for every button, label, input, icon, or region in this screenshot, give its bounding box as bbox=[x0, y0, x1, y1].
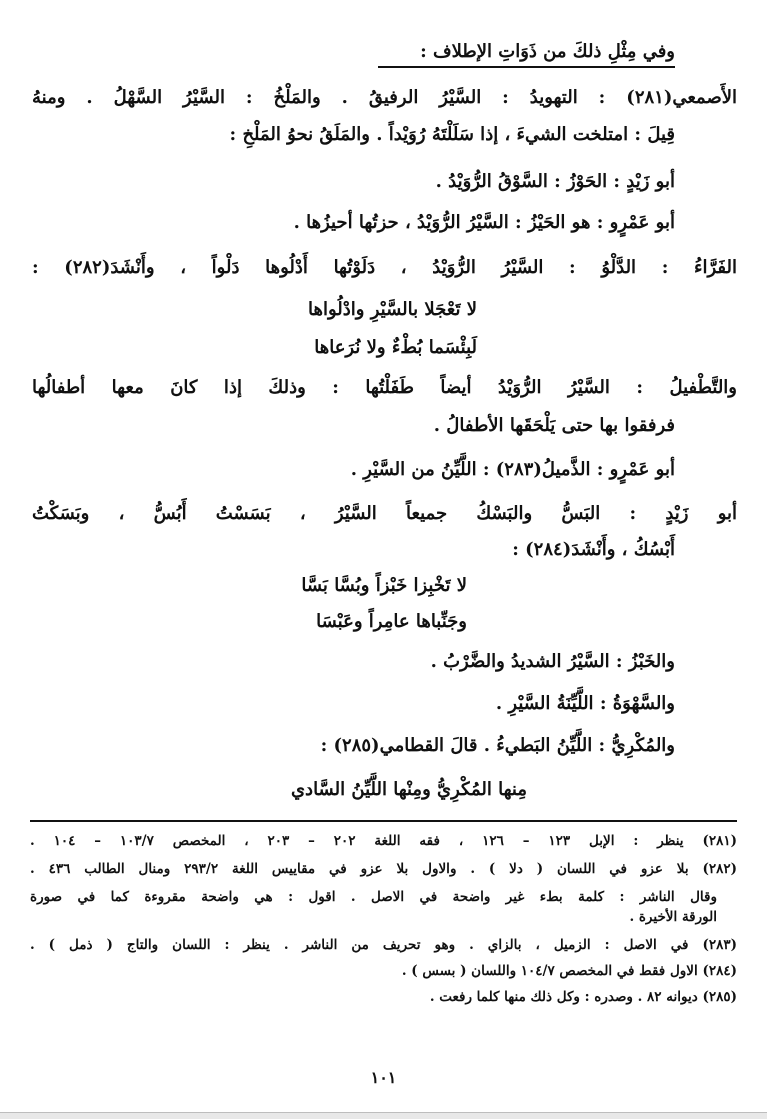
body-line: والسَّهْوَةُ : اللَّيِّنَةُ السَّيْرِ . bbox=[495, 693, 675, 714]
body-line: أبو عَمْرٍو : هو الحَيْزُ : السَّيْرُ الرُّوَيْدُ ، حزتُها أحيزُها . bbox=[293, 212, 675, 233]
body-line: قِيلَ : امتلخت الشيءَ ، إذا سَلَلْتَهُ رُوَيْداً . والمَلَقُ نحوُ المَلْخِ : bbox=[229, 124, 675, 145]
body-line: الفَرَّاءُ : الدَّلْوُ : السَّيْرُ الرُّوَيْدُ ، دَلَوْتُها أَدْلُوها دَلْواً ، وأَنْشَدَ(٢٨٢) : bbox=[32, 257, 737, 278]
title-underline bbox=[378, 66, 675, 68]
footnote: (٢٨٥) ديوانه ٨٢ . وصدره : وكل ذلك منها كلما رفعت . bbox=[429, 989, 737, 1005]
section-title: وفي مِثْلِ ذلكَ من ذَوَاتِ الإطلاف : bbox=[420, 41, 675, 62]
body-line: أبو زَيْدٍ : الحَوْزُ : السَّوْقُ الرُّوَيْدُ . bbox=[435, 171, 675, 192]
body-line: والتَّطْفيلُ : السَّيْرُ الرُّوَيْدُ أيضاً طَفَلْتُها : وذلكَ إذا كانَ معها أطفالُها bbox=[32, 377, 737, 398]
scan-bottom-edge bbox=[0, 1112, 767, 1119]
body-line: أبو زَيْدٍ : البَسُّ والبَسْكُ جميعاً السَّيْرُ ، بَسَسْتُ أَبُسُّ ، وبَسَكْتُ bbox=[32, 503, 737, 524]
verse-line: مِنها المُكْرِيُّ ومِنْها اللَّيِّنُ السَّادي bbox=[290, 779, 527, 800]
body-line: والمُكْرِيُّ : اللَّيِّنُ البَطيءُ . قالَ القطامي(٢٨٥) : bbox=[320, 735, 675, 756]
footnote: (٢٨٣) في الاصل : الزميل ، بالزاي . وهو تحريف من الناشر . ينظر : اللسان والتاج ( ذمل ) . bbox=[30, 937, 737, 953]
footnote-separator bbox=[30, 820, 737, 822]
page-number: ١٠١ bbox=[370, 1068, 397, 1087]
body-line: الأَصمعي(٢٨١) : التهويدُ : السَّيْرُ الرفيقُ . والمَلْخُ : السَّيْرُ السَّهْلُ . ومنهُ bbox=[32, 87, 737, 108]
body-line: والخَبْزُ : السَّيْرُ الشديدُ والضَّرْبُ . bbox=[430, 651, 675, 672]
body-line: أبو عَمْرٍو : الذَّميلُ(٢٨٣) : اللَّيِّنُ من السَّيْرِ . bbox=[350, 459, 675, 480]
verse-line: لا تَخْبِزا خَبْزاً وبُسَّا بَسَّا bbox=[301, 575, 467, 596]
verse-line: لا تَعْجَلا بالسَّيْرِ وادْلُواها bbox=[308, 299, 477, 320]
footnote: (٢٨٤) الاول فقط في المخصص ١٠٤/٧ واللسان ( بسس ) . bbox=[401, 963, 737, 979]
footnote: وقال الناشر : كلمة بطء غير واضحة في الاصل . اقول : هي واضحة مقروءة كما في صورة bbox=[30, 889, 717, 905]
verse-line: وجَنِّباها عامِراً وعَبْسَا bbox=[316, 611, 467, 632]
footnote: (٢٨٢) بلا عزو في اللسان ( دلا ) . والاول بلا عزو في مقاييس اللغة ٢٩٣/٢ ومنال الطالب ٤٣٦ . bbox=[30, 861, 737, 877]
body-line: أَبْسُكُ ، وأَنْشَدَ(٢٨٤) : bbox=[512, 539, 675, 560]
footnote: الورقة الأخيرة . bbox=[629, 909, 717, 925]
verse-line: لَبِئْسَما بُطْءٌ ولا نُرَعاها bbox=[314, 337, 477, 358]
footnote: (٢٨١) ينظر : الإبل ١٢٣ – ١٢٦ ، فقه اللغة ٢٠٢ – ٢٠٣ ، المخصص ١٠٣/٧ – ١٠٤ . bbox=[30, 833, 737, 849]
body-line: فرفقوا بها حتى يَلْحَقَها الأطفالُ . bbox=[433, 415, 675, 436]
